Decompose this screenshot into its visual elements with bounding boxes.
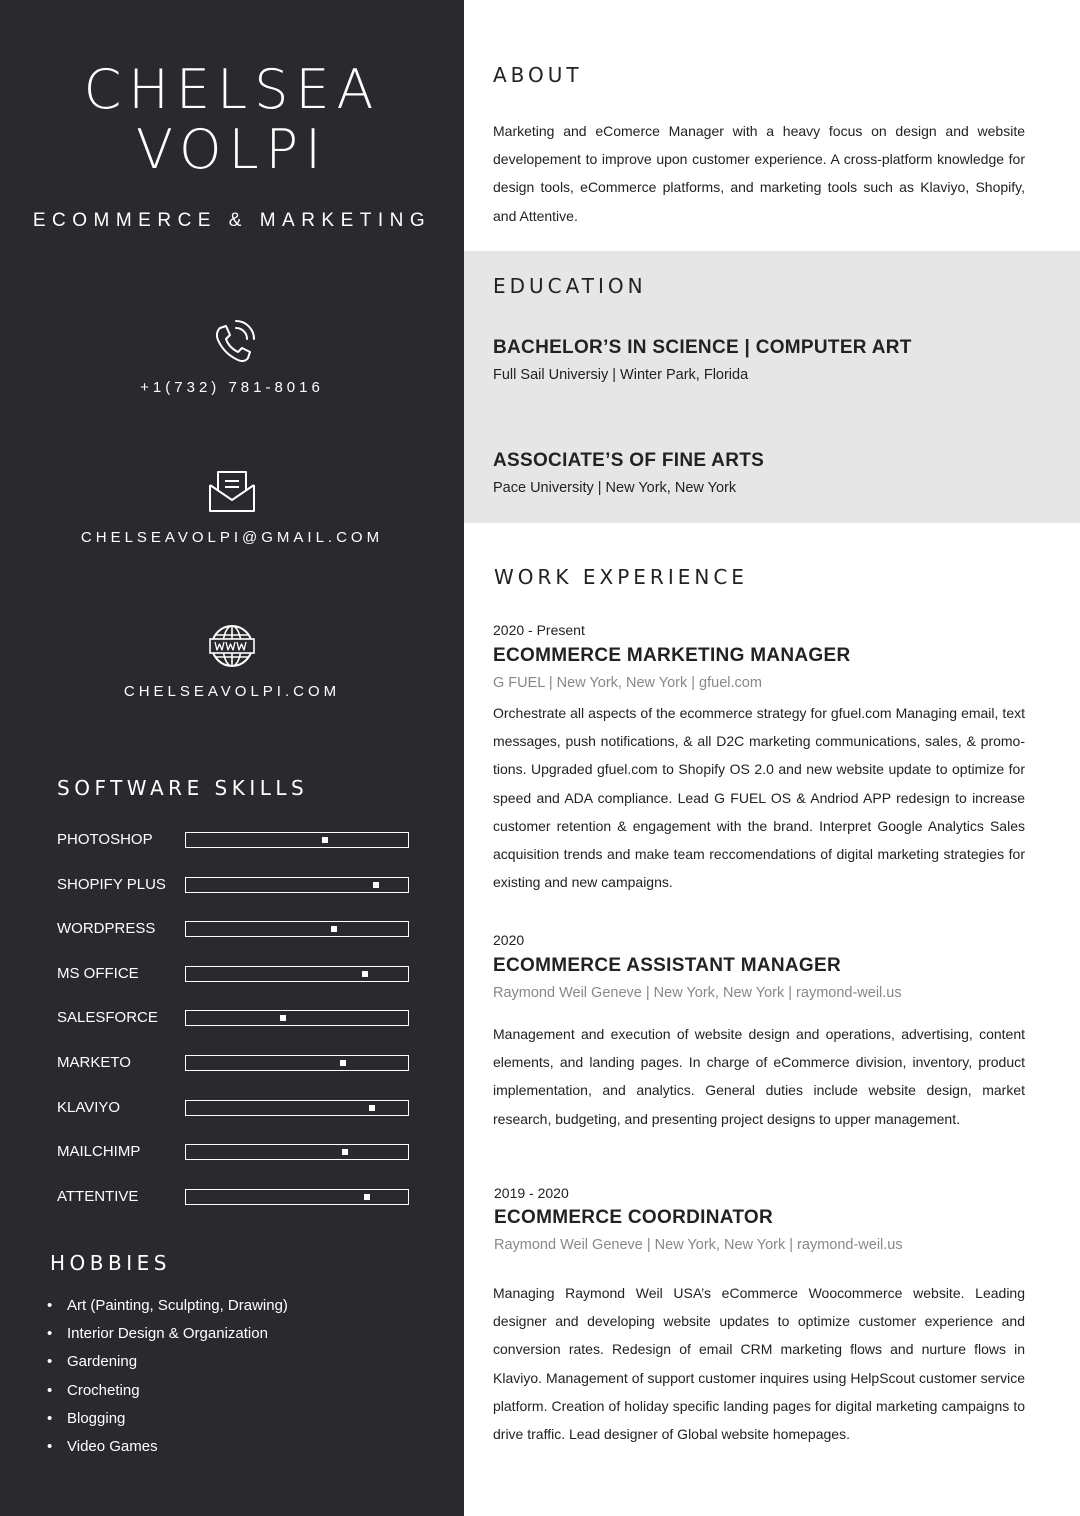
degree-school: Pace University | New York, New York bbox=[493, 480, 737, 496]
hobbies-heading: HOBBIES bbox=[50, 1251, 171, 1275]
hobby-label: Video Games bbox=[67, 1438, 158, 1455]
skill-label: MAILCHIMP bbox=[57, 1143, 141, 1161]
skill-label: SALESFORCE bbox=[57, 1009, 158, 1027]
email-address[interactable]: CHELSEAVOLPI@GMAIL.COM bbox=[80, 529, 384, 546]
skill-row bbox=[57, 874, 417, 898]
skill-level-bar bbox=[185, 1189, 409, 1205]
hobby-label: Blogging bbox=[67, 1409, 126, 1427]
degree-school: Full Sail Universiy | Winter Park, Florida bbox=[493, 367, 749, 383]
about-heading: ABOUT bbox=[493, 63, 583, 87]
degree-title: ASSOCIATE’S OF FINE ARTS bbox=[493, 450, 765, 471]
job-title: ECOMMERCE COORDINATOR bbox=[494, 1207, 773, 1228]
job-description: Management and execution of website design and operations, advertising, content elements, and landing pages. In charge of eCommerce division, inventory, product implementation, and analytics. General duties include website design, market research, budgeting, and presenting project designs to upper management. bbox=[493, 1026, 1025, 1127]
skill-level-marker bbox=[362, 971, 368, 977]
skill-row bbox=[57, 1186, 417, 1210]
skill-level-marker bbox=[373, 882, 379, 888]
skill-level-bar bbox=[185, 832, 409, 848]
skill-label: KLAVIYO bbox=[57, 1098, 121, 1116]
hobby-label: Interior Design & Organization bbox=[67, 1325, 268, 1343]
job-title: ECOMMERCE MARKETING MANAGER bbox=[493, 645, 851, 666]
skill-level-bar bbox=[185, 1010, 409, 1026]
bullet-icon: • bbox=[47, 1438, 53, 1455]
job-company: Raymond Weil Geneve | New York, New York | raymond-weil.us bbox=[493, 985, 902, 1001]
skill-level-bar bbox=[185, 1100, 409, 1116]
skill-level-marker bbox=[322, 837, 328, 843]
envelope-icon bbox=[207, 466, 257, 516]
bullet-icon: • bbox=[47, 1381, 53, 1399]
skill-row bbox=[57, 1007, 417, 1031]
job-description: Orchestrate all aspects of the ecommerce strategy for gfuel.com Managing email, text messages, push notifications, & all D2C marketing communications, sales, & promo-tions. Upgraded gfuel.com to Shopify OS 2.0 and new website update to optimize for speed and ADA compliance. Lead G FUEL OS & Andriod APP redesign to increase customer retention & engagement with the brand. Interpret Google Analytics Sales acquisition trends and make team reccomendations of digital marketing strategies for existing and new campaigns. bbox=[493, 705, 1025, 891]
skill-level-bar bbox=[185, 921, 409, 937]
skill-level-bar bbox=[185, 1144, 409, 1160]
bullet-icon: • bbox=[47, 1297, 53, 1314]
skill-level-marker bbox=[340, 1060, 346, 1066]
skill-level-bar bbox=[185, 1055, 409, 1071]
tagline: ECOMMERCE & MARKETING bbox=[32, 210, 432, 231]
job-title: ECOMMERCE ASSISTANT MANAGER bbox=[493, 955, 841, 976]
job-description: Managing Raymond Weil USA’s eCommerce Woocommerce website. Leading designer and developing website updates to optimize customer experience and conversion rates. Redesign of email CRM marketing flows and nurture flows in Klaviyo. Management of support customer inquires using HelpScout customer service platform. Creation of holiday specific landing pages for digital marketing campaigns to drive traffic. Lead designer of Global website homepages. bbox=[493, 1285, 1025, 1443]
skill-level-marker bbox=[369, 1105, 375, 1111]
hobby-label: Gardening bbox=[67, 1353, 138, 1371]
skill-level-marker bbox=[364, 1194, 370, 1200]
degree-title: BACHELOR’S IN SCIENCE | COMPUTER ART bbox=[493, 337, 912, 358]
hobby-item bbox=[47, 1325, 268, 1342]
phone-icon bbox=[207, 318, 257, 368]
work-experience-heading: WORK EXPERIENCE bbox=[494, 565, 748, 589]
first-name: CHELSEA bbox=[83, 58, 381, 121]
skill-label: MARKETO bbox=[57, 1054, 131, 1071]
skill-row bbox=[57, 1141, 417, 1165]
hobby-item bbox=[47, 1410, 125, 1427]
phone-number[interactable]: +1(732) 781-8016 bbox=[140, 379, 324, 396]
skill-row bbox=[57, 829, 417, 853]
hobby-item bbox=[47, 1297, 288, 1314]
job-date: 2020 - Present bbox=[493, 622, 585, 638]
hobby-item bbox=[47, 1382, 140, 1399]
skill-level-marker bbox=[342, 1149, 348, 1155]
skill-label: PHOTOSHOP bbox=[57, 831, 153, 848]
job-date: 2019 - 2020 bbox=[494, 1185, 569, 1201]
hobby-item bbox=[47, 1438, 158, 1455]
last-name: VOLPI bbox=[135, 118, 329, 181]
skill-label: WORDPRESS bbox=[57, 920, 156, 938]
skill-row bbox=[57, 963, 417, 987]
education-heading: EDUCATION bbox=[493, 274, 647, 298]
skill-label: SHOPIFY PLUS bbox=[57, 875, 166, 893]
main-content bbox=[464, 0, 1080, 1516]
job-company: Raymond Weil Geneve | New York, New York | raymond-weil.us bbox=[494, 1237, 903, 1253]
skill-row bbox=[57, 1097, 417, 1121]
job-date: 2020 bbox=[493, 932, 525, 948]
skill-label: ATTENTIVE bbox=[57, 1187, 139, 1205]
bullet-icon: • bbox=[47, 1353, 53, 1371]
bullet-icon: • bbox=[47, 1325, 53, 1343]
globe-www-icon bbox=[207, 621, 257, 671]
bullet-icon: • bbox=[47, 1409, 53, 1427]
skill-level-marker bbox=[280, 1015, 286, 1021]
skill-level-bar bbox=[185, 966, 409, 982]
hobby-item bbox=[47, 1353, 137, 1370]
skill-level-marker bbox=[331, 926, 337, 932]
job-company: G FUEL | New York, New York | gfuel.com bbox=[493, 675, 762, 691]
skill-level-bar bbox=[185, 877, 409, 893]
hobby-label: Art (Painting, Sculpting, Drawing) bbox=[67, 1297, 288, 1314]
about-text: Marketing and eComerce Manager with a heavy focus on design and website developement to improve upon customer experience. A cross-platform knowledge for design tools, eCommerce platforms, and marketing tools such as Klaviyo, Shopify, and Attentive. bbox=[493, 123, 1025, 224]
skill-row bbox=[57, 1052, 417, 1076]
software-skills-heading: SOFTWARE SKILLS bbox=[57, 776, 309, 800]
skill-row bbox=[57, 918, 417, 942]
hobby-label: Crocheting bbox=[67, 1381, 140, 1399]
sidebar bbox=[0, 0, 464, 1516]
skill-label: MS OFFICE bbox=[57, 964, 139, 982]
website-url[interactable]: CHELSEAVOLPI.COM bbox=[123, 683, 341, 700]
